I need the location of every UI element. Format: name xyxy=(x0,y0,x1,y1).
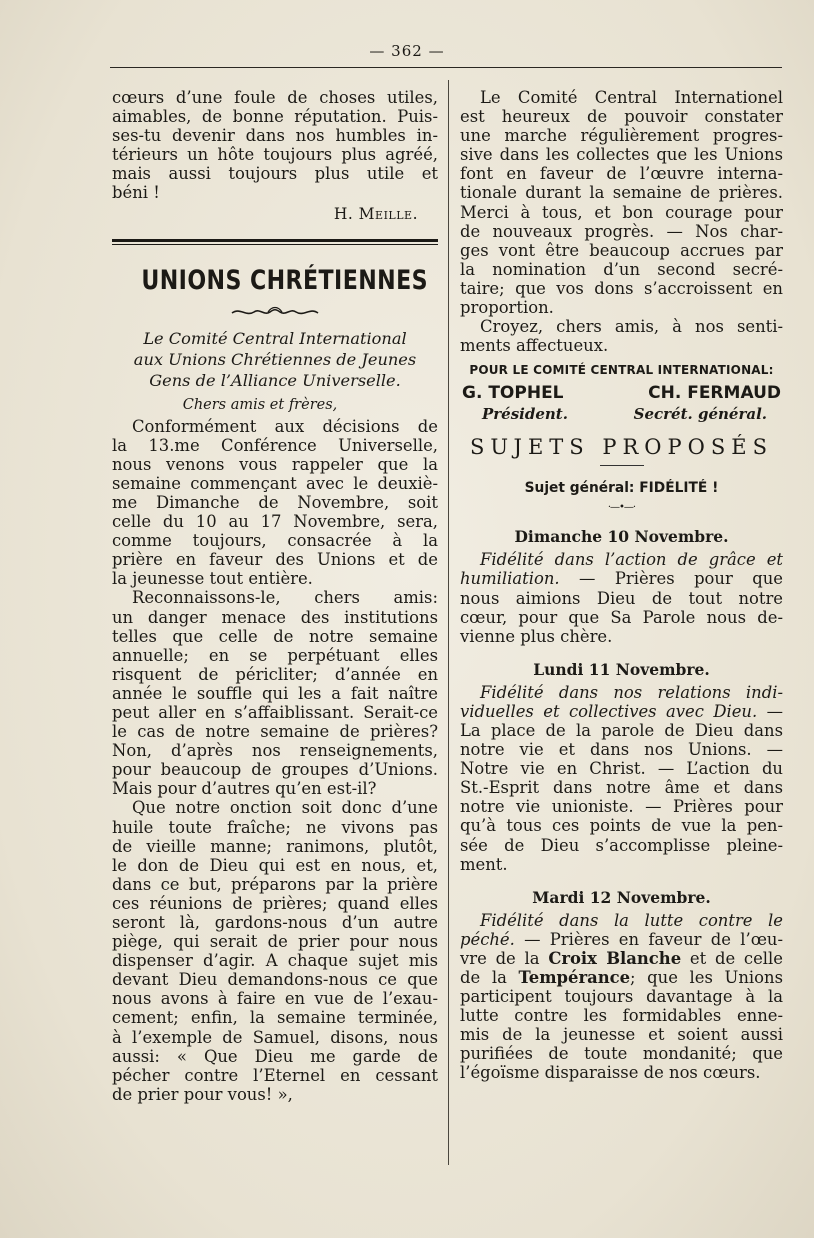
text-line: me Dimanche de Novembre, soit xyxy=(112,492,438,512)
text-line: cement; enfin, la semaine terminée, xyxy=(112,1008,438,1028)
text-line: la jeunesse tout entière. xyxy=(112,569,313,589)
short-rule xyxy=(600,465,644,466)
text-line xyxy=(460,589,783,608)
italic-run: viduelles et collectives avec Dieu. xyxy=(460,701,758,721)
italic-run: péché. xyxy=(460,929,515,949)
text-run: participent toujours davantage à la xyxy=(460,987,783,1007)
signatory-roles xyxy=(460,405,783,423)
text-line xyxy=(460,608,783,627)
text-run: La place de la parole de Dieu dans xyxy=(460,720,783,740)
text-run: nous aimions Dieu de tout notre xyxy=(460,588,783,608)
text-line: taire; que vos dons s’accroissent en xyxy=(460,278,783,298)
text-line xyxy=(460,721,783,740)
text-run: — Prières pour que xyxy=(559,569,783,589)
text-line: Merci à tous, et bon courage pour xyxy=(460,202,783,222)
text-line: telles que celle de notre semaine xyxy=(112,626,438,646)
text-line: nous venons vous rappeler que la xyxy=(112,454,438,474)
text-run: lutte contre les formidables enne- xyxy=(460,1006,783,1026)
text-run: Notre vie en Christ. — L’action du xyxy=(460,759,783,779)
day-heading: Lundi 11 Novembre. xyxy=(533,659,710,679)
salutation: Chers amis et frères, xyxy=(182,396,338,413)
text-line: est heureux de pouvoir constater xyxy=(460,107,783,127)
italic-run: Fidélité dans l’action de grâce et xyxy=(480,550,783,570)
text-line: sive dans les collectes que les Unions xyxy=(460,145,783,165)
bold-run: Croix Blanche xyxy=(548,948,682,968)
closing-greeting xyxy=(460,317,783,355)
text-run: — xyxy=(757,701,783,721)
text-run: mis de la jeunesse et soient aussi xyxy=(460,1025,783,1045)
text-line: seront là, gardons-nous d’un autre xyxy=(112,913,438,932)
text-line xyxy=(460,1044,783,1063)
text-line: piège, qui serait de prier pour nous xyxy=(112,932,438,952)
text-line: térieurs un hôte toujours plus agréé, xyxy=(112,145,438,165)
text-line: Reconnaissons-le, chers amis: xyxy=(132,588,438,608)
text-line: ges vont être beaucoup accrues par xyxy=(460,240,783,260)
text-line: à l’exemple de Samuel, disons, nous xyxy=(112,1027,438,1047)
text-line xyxy=(460,569,783,588)
text-line xyxy=(460,797,783,816)
text-run: l’égoïsme disparaisse de nos cœurs. xyxy=(460,1063,761,1083)
text-line xyxy=(460,740,783,759)
text-line: pécher contre l’Eternel en cessant xyxy=(112,1065,438,1085)
general-topic: Sujet général: FIDÉLITÉ ! xyxy=(524,480,719,497)
text-run: notre vie et dans nos Unions. — xyxy=(460,740,783,760)
text-line: la nomination d’un second secré- xyxy=(460,259,783,279)
text-line: devant Dieu demandons-nous ce que xyxy=(112,970,438,990)
text-line xyxy=(460,1063,783,1082)
text-line: celle du 10 au 17 Novembre, sera, xyxy=(112,512,438,532)
text-line: pour beaucoup de groupes d’Unions. xyxy=(112,760,438,780)
text-run: qu’à tous ces points de vue la pen- xyxy=(460,816,783,836)
closing-paragraph xyxy=(112,88,438,203)
committee-label: POUR LE COMITÉ CENTRAL INTERNATIONAL: xyxy=(469,363,774,378)
subjects-title: SUJETS PROPOSÉS xyxy=(470,435,773,460)
text-line xyxy=(460,949,783,968)
text-line: font en faveur de l’œuvre interna- xyxy=(460,164,783,184)
text-line xyxy=(460,816,783,835)
signature: H. Meille. xyxy=(333,204,418,223)
day-heading: Mardi 12 Novembre. xyxy=(532,887,711,907)
text-line: semaine commençant avec le deuxiè- xyxy=(112,473,438,493)
right-column xyxy=(460,88,783,1083)
text-line xyxy=(460,1006,783,1025)
text-line: Conformément aux décisions de xyxy=(132,416,438,436)
text-line xyxy=(460,702,783,721)
text-line xyxy=(460,627,783,646)
small-ornament-icon: ·—•—· xyxy=(607,502,636,514)
text-line: mais aussi toujours plus utile et xyxy=(112,164,438,184)
text-run: et de celle xyxy=(681,948,783,968)
text-line: ments affectueux. xyxy=(460,336,609,356)
text-line: ces réunions de prières; quand elles xyxy=(112,893,438,913)
left-column xyxy=(112,88,438,1104)
text-run: — Prières en faveur de l’œu- xyxy=(514,929,783,949)
signatories xyxy=(460,383,783,403)
text-run: sée de Dieu s’accomplisse pleine- xyxy=(460,835,783,855)
secretary-name: CH. FERMAUD xyxy=(648,383,781,404)
text-run: purifiées de toute mondanité; que xyxy=(460,1044,783,1064)
text-line: risquent de péricliter; d’année en xyxy=(112,664,438,684)
text-line: de prier pour vous! », xyxy=(112,1084,293,1104)
text-line: de nouveaux progrès. — Nos char- xyxy=(460,221,783,241)
text-run: cœur, pour que Sa Parole nous de- xyxy=(460,607,783,627)
text-line xyxy=(460,911,783,930)
text-line xyxy=(460,759,783,778)
text-line: un danger menace des institutions xyxy=(112,607,438,627)
text-line xyxy=(460,836,783,855)
president-role: Président. xyxy=(482,405,568,424)
text-line: béni ! xyxy=(112,183,160,203)
italic-run: Fidélité dans nos relations indi- xyxy=(480,682,783,702)
text-run: ; que les Unions xyxy=(630,968,783,987)
text-line: Croyez, chers amis, à nos senti- xyxy=(480,317,783,337)
text-line: nous avons à faire en vue de l’exau- xyxy=(112,989,438,1009)
text-line: ses-tu devenir dans nos humbles in- xyxy=(112,126,438,146)
ornament-flourish xyxy=(112,304,438,322)
text-run: notre vie unioniste. — Prières pour xyxy=(460,797,783,817)
text-line xyxy=(460,987,783,1006)
collection-paragraph xyxy=(460,88,783,317)
text-line xyxy=(460,930,783,949)
text-run: St.-Esprit dans notre âme et dans xyxy=(460,778,783,798)
text-line: Non, d’après nos renseignements, xyxy=(112,741,438,761)
text-line: le don de Dieu qui est en nous, et, xyxy=(112,855,438,875)
body-paragraph-3 xyxy=(112,798,438,1104)
body-paragraph-2 xyxy=(112,588,438,798)
president-name: G. TOPHEL xyxy=(462,383,564,404)
text-line: de vieille manne; ranimons, plutôt, xyxy=(112,836,438,856)
text-line: prière en faveur des Unions et de xyxy=(112,550,438,570)
italic-run: humiliation. xyxy=(460,569,560,589)
secretary-role: Secrét. général. xyxy=(633,405,767,424)
text-line: comme toujours, consacrée à la xyxy=(112,531,438,551)
section-divider xyxy=(112,239,438,245)
text-run: vre de la xyxy=(460,948,549,968)
text-line: aimables, de bonne réputation. Puis- xyxy=(112,107,438,127)
text-line: aussi: « Que Dieu me garde de xyxy=(112,1046,438,1066)
text-line: le cas de notre semaine de prières? xyxy=(112,722,438,742)
text-line xyxy=(460,1025,783,1044)
text-run: ment. xyxy=(460,854,508,874)
text-line: proportion. xyxy=(460,298,554,318)
text-line: peut aller en s’affaiblissant. Serait-ce xyxy=(112,702,438,722)
column-divider xyxy=(448,80,449,1165)
text-line: une marche régulièrement progres- xyxy=(460,126,783,146)
text-line xyxy=(460,550,783,569)
text-line: tionale durant la semaine de prières. xyxy=(460,183,783,203)
bold-run: Tempérance xyxy=(518,968,631,987)
text-line: dans ce but, préparons par la prière xyxy=(112,874,438,894)
text-line: année le souffle qui les a fait naître xyxy=(112,683,438,703)
text-run: de la xyxy=(460,968,519,987)
text-line: la 13.me Conférence Universelle, xyxy=(112,435,438,455)
text-line xyxy=(460,683,783,702)
text-line: Le Comité Central Internationel xyxy=(480,88,783,107)
text-line: dispenser d’agir. A chaque sujet mis xyxy=(112,951,438,971)
italic-run: Fidélité dans la lutte contre le xyxy=(480,910,783,930)
body-paragraph-1 xyxy=(112,417,438,589)
text-line: Mais pour d’autres qu’en est-il? xyxy=(112,779,377,799)
text-line: annuelle; en se perpétuant elles xyxy=(112,645,438,665)
text-line: huile toute fraîche; ne vivons pas xyxy=(112,817,438,837)
page-number: — 362 — xyxy=(369,42,445,60)
daily-subjects xyxy=(460,527,783,1082)
day-heading: Dimanche 10 Novembre. xyxy=(514,527,729,547)
text-line xyxy=(460,855,783,874)
section-title: UNIONS CHRÉTIENNES xyxy=(141,264,429,296)
text-line: cœurs d’une foule de choses utiles, xyxy=(112,88,438,107)
text-line xyxy=(460,968,783,987)
address-heading: Le Comité Central International aux Unions Chrétiennes de Jeunes Gens de l’Alliance Universelle. xyxy=(133,328,417,390)
header-rule xyxy=(110,67,782,68)
text-line xyxy=(460,778,783,797)
text-line: Que notre onction soit donc d’une xyxy=(132,798,438,818)
text-run: vienne plus chère. xyxy=(460,626,613,646)
